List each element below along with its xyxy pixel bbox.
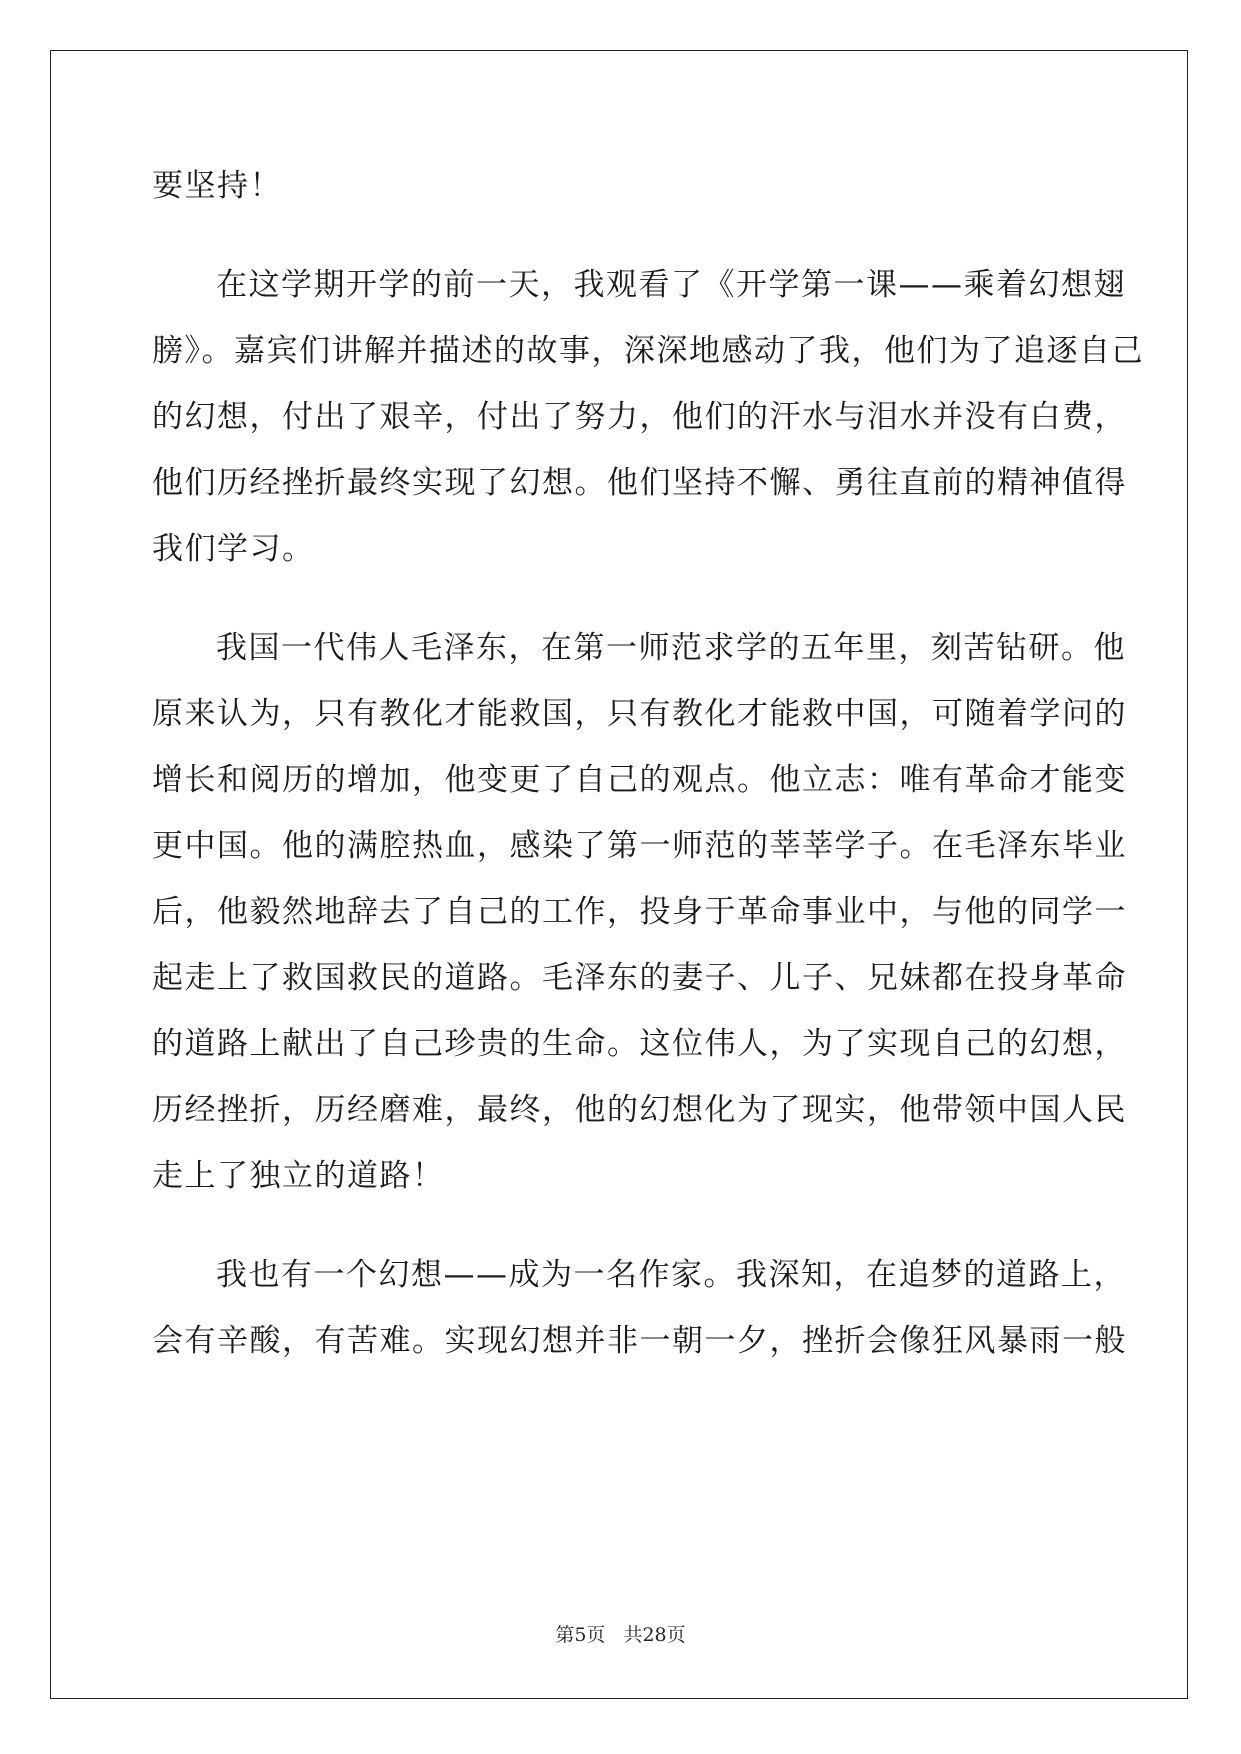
text-line: 我也有一个幻想——成为一名作家。我深知，在追梦的道路上，: [216, 1257, 1126, 1293]
text-line: 后，他毅然地辞去了自己的工作，投身于革命事业中，与他的同学一: [152, 894, 1127, 930]
text-line: 历经挫折，历经磨难，最终，他的幻想化为了现实，他带领中国人民: [152, 1092, 1127, 1128]
page-footer: [0, 1620, 1241, 1647]
text-line: 他们历经挫折最终实现了幻想。他们坚持不懈、勇往直前的精神值得: [152, 465, 1127, 501]
text-line: 我国一代伟人毛泽东，在第一师范求学的五年里，刻苦钻研。他: [216, 630, 1126, 666]
page-total: 共28页: [623, 1624, 686, 1646]
text-line: 的幻想，付出了艰辛，付出了努力，他们的汗水与泪水并没有白费，: [152, 399, 1127, 435]
text-line: 会有辛酸，有苦难。实现幻想并非一朝一夕，挫折会像狂风暴雨一般: [152, 1323, 1127, 1359]
text-line: 起走上了救国救民的道路。毛泽东的妻子、儿子、兄妹都在投身革命: [152, 960, 1127, 996]
text-line: 我们学习。: [152, 531, 315, 567]
text-line: 更中国。他的满腔热血，感染了第一师范的莘莘学子。在毛泽东毕业: [152, 828, 1127, 864]
text-line: 的道路上献出了自己珍贵的生命。这位伟人，为了实现自己的幻想，: [152, 1026, 1127, 1062]
text-line: 增长和阅历的增加，他变更了自己的观点。他立志：唯有革命才能变: [152, 762, 1127, 798]
text-line: 膀》。嘉宾们讲解并描述的故事，深深地感动了我，他们为了追逐自己: [152, 333, 1144, 369]
text-line: 在这学期开学的前一天，我观看了《开学第一课——乘着幻想翅: [216, 267, 1126, 303]
text-line: 走上了独立的道路！: [152, 1158, 445, 1194]
page-number: 第5页: [555, 1624, 606, 1646]
text-line: 原来认为，只有教化才能救国，只有教化才能救中国，可随着学问的: [152, 696, 1127, 732]
text-line: 要坚持！: [152, 168, 282, 204]
